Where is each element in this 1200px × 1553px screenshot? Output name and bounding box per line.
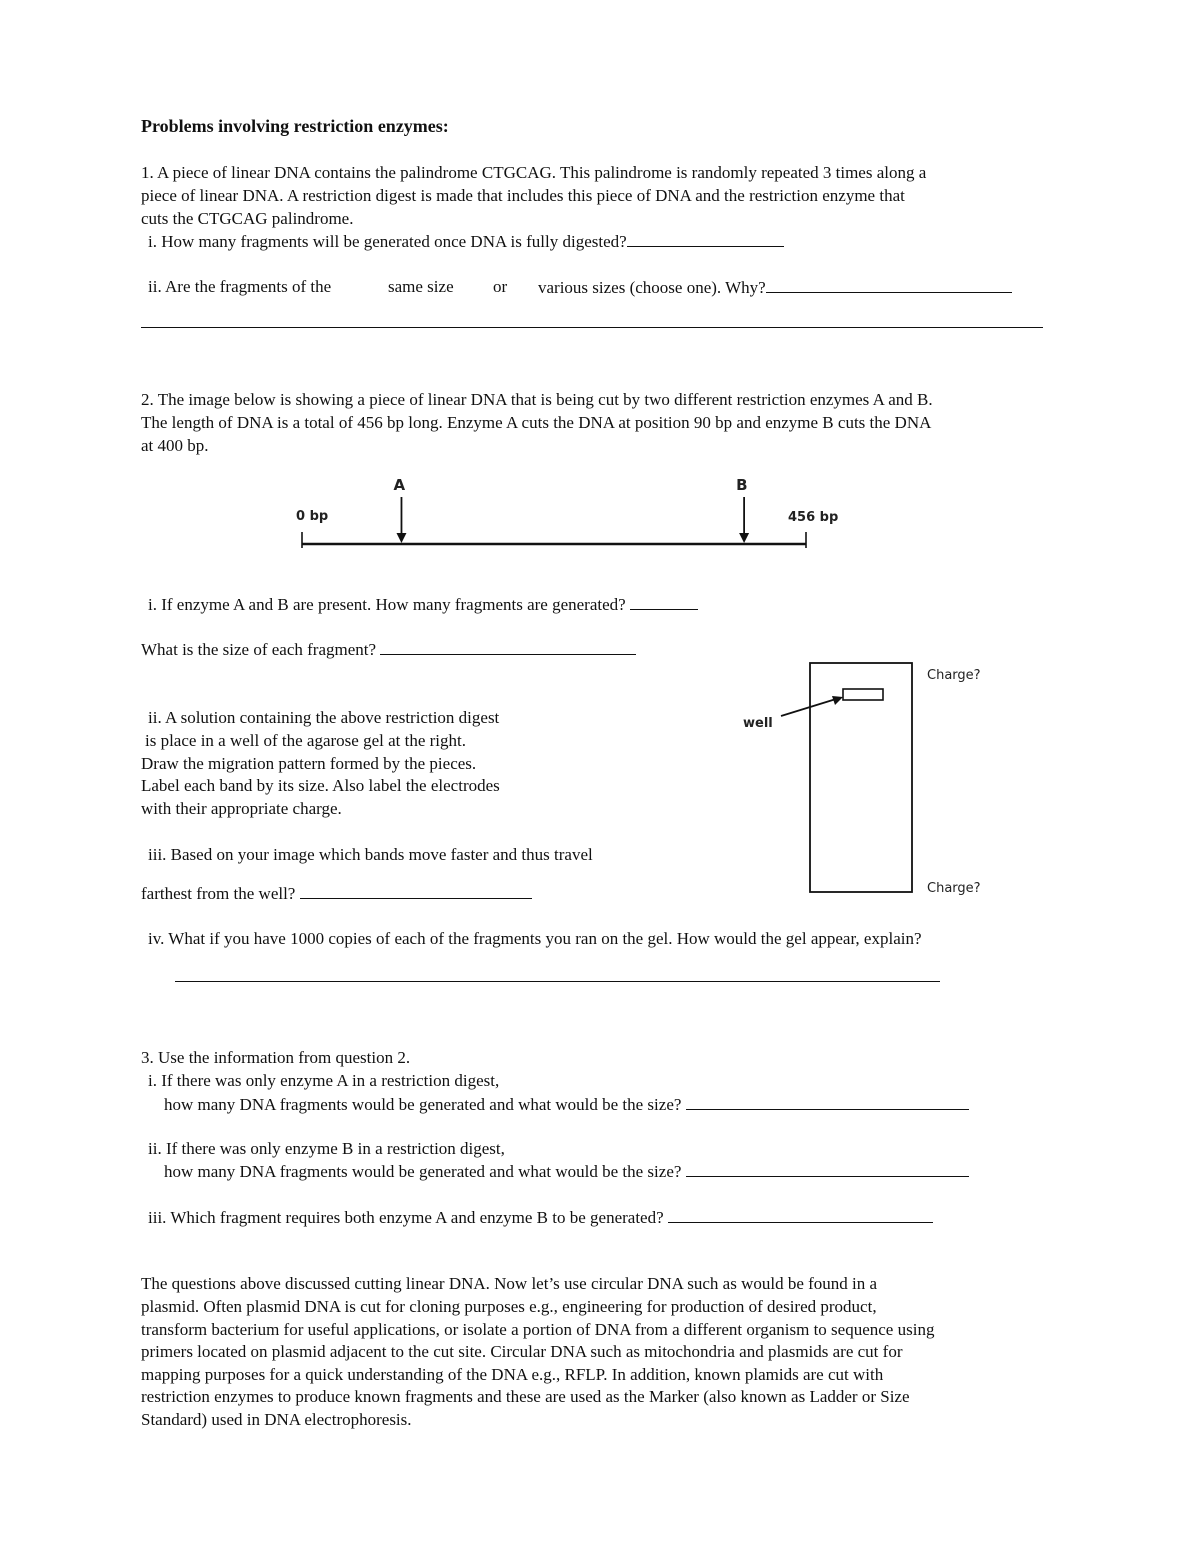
q3-ii-line-2 — [164, 1159, 969, 1183]
q2-iv-answer-line[interactable] — [175, 981, 940, 982]
q3-i-line-2 — [164, 1092, 969, 1116]
page-title: Problems involving restriction enzymes: — [141, 116, 449, 136]
q2-ii-line-3: Draw the migration pattern formed by the pieces. — [141, 754, 477, 773]
q1-ii-or: or — [493, 277, 508, 296]
closing-line-5: mapping purposes for a quick understanding of the DNA e.g., RFLP. In addition, known plamids are cut with — [141, 1365, 884, 1384]
q1-ii-option-same[interactable]: same size — [388, 277, 454, 296]
q2-i-text: i. If enzyme A and B are present. How many fragments are generated? — [148, 595, 626, 614]
q3-i-answer-blank[interactable] — [686, 1092, 969, 1110]
q1-ii-prefix: ii. Are the fragments of the — [148, 277, 332, 296]
q2-intro-line-3: at 400 bp. — [141, 436, 209, 455]
gel-well — [843, 689, 883, 700]
q1-intro-line-2: piece of linear DNA. A restriction digest is made that includes this piece of DNA and the restriction enzyme that — [141, 186, 905, 205]
closing-line-2: plasmid. Often plasmid DNA is cut for cloning purposes e.g., engineering for production of desired product, — [141, 1297, 877, 1316]
q3-i-text: how many DNA fragments would be generated and what would be the size? — [164, 1095, 682, 1114]
q1-intro-line-1: 1. A piece of linear DNA contains the palindrome CTGCAG. This palindrome is randomly repeated 3 times along a — [141, 163, 927, 182]
dna-end-label: 456 bp — [788, 510, 839, 525]
q3-ii-text: how many DNA fragments would be generated and what would be the size? — [164, 1162, 682, 1181]
enzyme-a-cut-arrow-icon — [396, 497, 406, 543]
q1-i-answer-blank[interactable] — [627, 229, 784, 247]
q1-i-text: i. How many fragments will be generated once DNA is fully digested? — [148, 232, 627, 251]
q1-ii-option-various-line — [538, 275, 1012, 299]
q2-size-text: What is the size of each fragment? — [141, 640, 377, 659]
q3-iii-question — [148, 1205, 933, 1229]
closing-line-7: Standard) used in DNA electrophoresis. — [141, 1410, 412, 1429]
q2-intro-line-1: 2. The image below is showing a piece of linear DNA that is being cut by two different restriction enzymes A and B. — [141, 390, 933, 409]
q2-ii-line-4: Label each band by its size. Also label the electrodes — [141, 776, 500, 795]
q3-intro: 3. Use the information from question 2. — [141, 1048, 411, 1067]
agarose-gel-rect[interactable] — [810, 663, 912, 892]
closing-line-4: primers located on plasmid adjacent to the cut site. Circular DNA such as mitochondria and plasmids are cut for — [141, 1342, 903, 1361]
well-pointer-arrow-icon — [781, 696, 843, 716]
q3-ii-line-1: ii. If there was only enzyme B in a restriction digest, — [148, 1139, 505, 1158]
closing-line-3: transform bacterium for useful applications, or isolate a portion of DNA from a different organism to sequence using — [141, 1320, 935, 1339]
q1-ii-question — [148, 275, 331, 298]
dna-start-label: 0 bp — [296, 509, 329, 524]
q2-iv-question: iv. What if you have 1000 copies of each of the fragments you ran on the gel. How would the gel appear, explain? — [148, 929, 922, 948]
closing-line-6: restriction enzymes to produce known fragments and these are used as the Marker (also known as Ladder or Size — [141, 1387, 910, 1406]
q1-ii-option-various[interactable]: various sizes (choose one). Why? — [538, 278, 766, 297]
closing-line-1: The questions above discussed cutting linear DNA. Now let’s use circular DNA such as would be found in a — [141, 1274, 878, 1293]
charge-top-label: Charge? — [927, 668, 981, 683]
q2-iii-line-2 — [141, 881, 532, 905]
q2-ii-line-5: with their appropriate charge. — [141, 799, 342, 818]
q2-iii-line-1: iii. Based on your image which bands move faster and thus travel — [148, 845, 593, 864]
enzyme-a-label: A — [393, 476, 406, 494]
q3-iii-text: iii. Which fragment requires both enzyme A and enzyme B to be generated? — [148, 1208, 664, 1227]
q1-ii-answer-blank[interactable] — [766, 275, 1012, 293]
q2-ii-line-2: is place in a well of the agarose gel at the right. — [145, 731, 466, 750]
enzyme-b-label: B — [736, 476, 748, 494]
well-label: well — [743, 716, 773, 731]
q3-ii-answer-blank[interactable] — [686, 1159, 969, 1177]
q2-size-question — [141, 637, 636, 661]
q2-iii-text: farthest from the well? — [141, 884, 296, 903]
q1-intro-line-3: cuts the CTGCAG palindrome. — [141, 209, 354, 228]
q2-i-answer-blank[interactable] — [630, 592, 698, 610]
q1-ii-answer-line[interactable] — [141, 327, 1043, 328]
q2-ii-line-1: ii. A solution containing the above restriction digest — [148, 708, 500, 727]
q3-iii-answer-blank[interactable] — [668, 1205, 933, 1223]
q2-iii-answer-blank[interactable] — [300, 881, 532, 899]
enzyme-b-cut-arrow-icon — [739, 497, 749, 543]
q2-size-answer-blank[interactable] — [380, 637, 636, 655]
q2-i-question — [148, 592, 698, 616]
q2-intro-line-2: The length of DNA is a total of 456 bp long. Enzyme A cuts the DNA at position 90 bp and enzyme B cuts the DNA — [141, 413, 932, 432]
q1-i-question — [148, 229, 784, 253]
q3-i-line-1: i. If there was only enzyme A in a restriction digest, — [148, 1071, 500, 1090]
charge-bottom-label: Charge? — [927, 881, 981, 896]
